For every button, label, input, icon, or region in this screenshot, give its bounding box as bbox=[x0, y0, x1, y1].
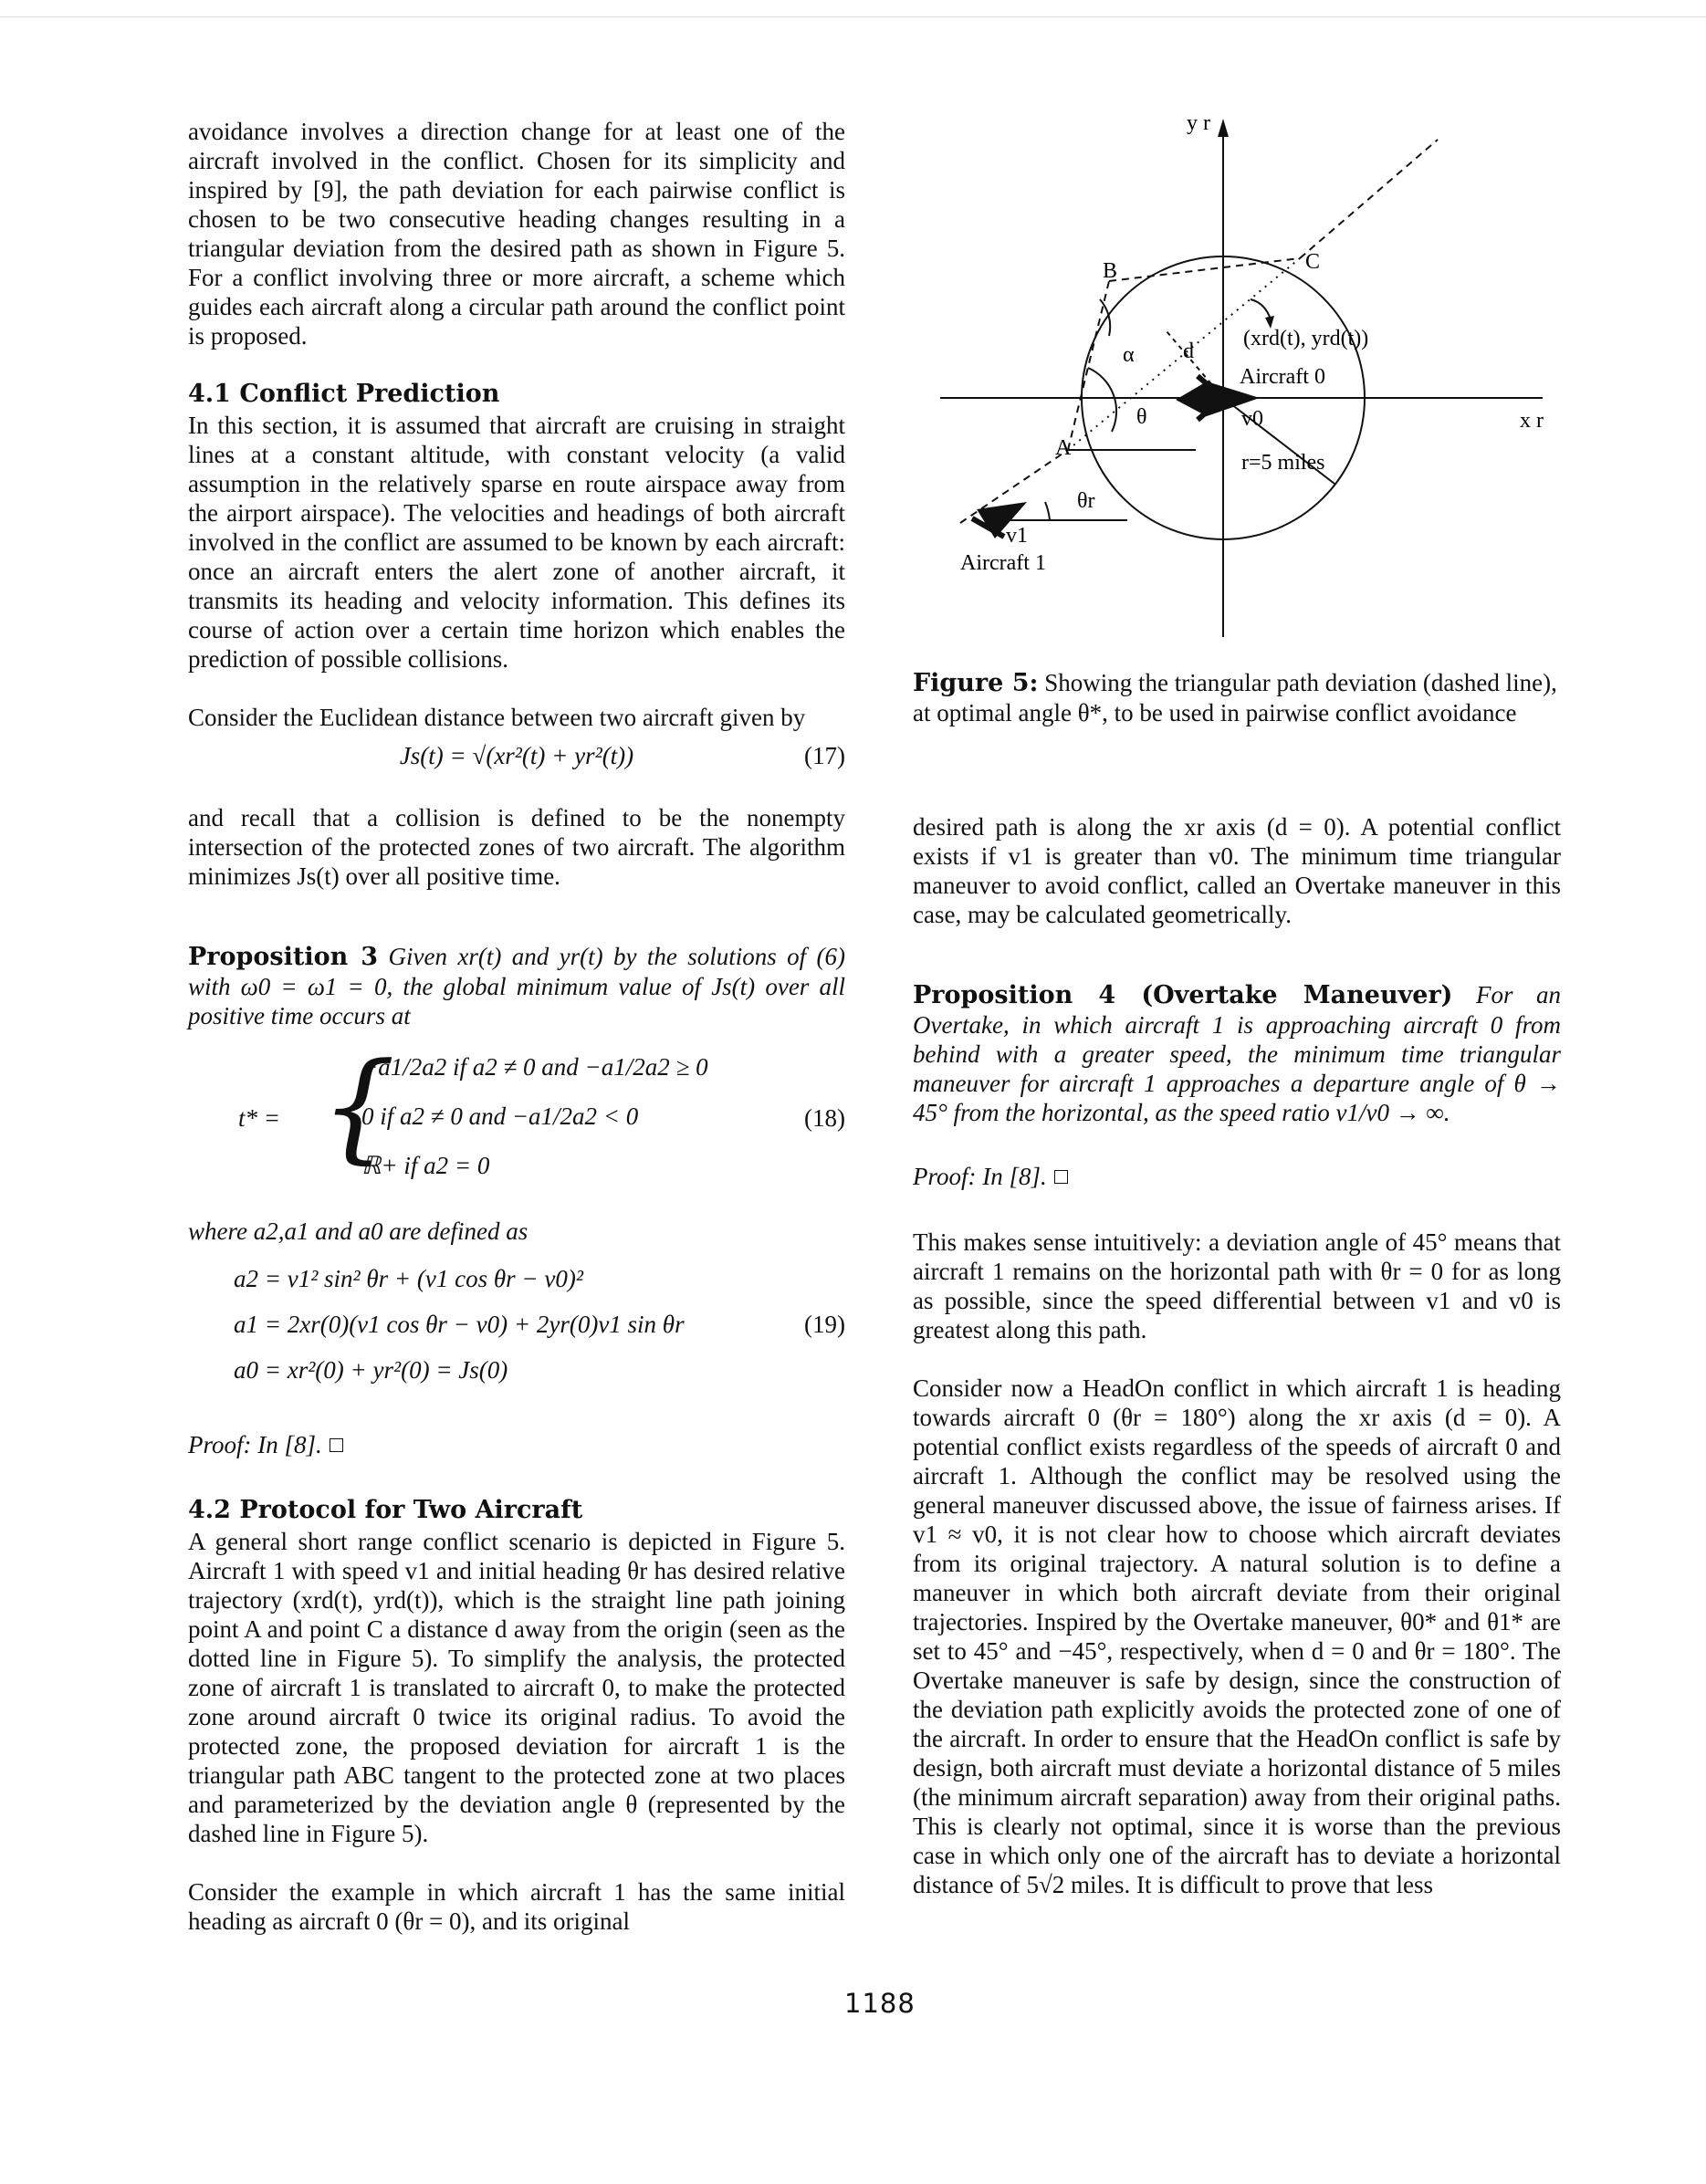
intro-paragraph: avoidance involves a direction change for at least one of the aircraft involved in the conflict. Chosen for its simplicity and inspired by [9], the path deviation for each pairwise conflict is chosen to be two consecutive heading changes resulting in a triangular deviation from the desired path as shown in Figure 5. For a conflict involving three or more aircraft, a scheme which guides each aircraft along a circular path around the conflict point is proposed. bbox=[188, 118, 845, 350]
proof-3 bbox=[188, 1430, 845, 1459]
label-aircraft-0: Aircraft 0 bbox=[1240, 365, 1325, 389]
y-axis-arrow-icon bbox=[1218, 119, 1229, 137]
equation-19 bbox=[188, 1259, 845, 1405]
proposition-3 bbox=[188, 942, 845, 1030]
proof-3-text: Proof: In [8]. bbox=[188, 1431, 322, 1458]
top-rule bbox=[0, 16, 1706, 17]
equation-18-case-1: −a1/2a2 if a2 ≠ 0 and −a1/2a2 ≥ 0 bbox=[361, 1053, 708, 1081]
definition-a2: a2 = v1² sin² θr + (v1 cos θr − v0)² bbox=[234, 1265, 583, 1292]
label-radius: r=5 miles bbox=[1241, 451, 1325, 475]
path-segment-ab bbox=[1068, 281, 1109, 450]
qed-icon-2 bbox=[1054, 1170, 1068, 1184]
right-column bbox=[913, 812, 1561, 1928]
left-column bbox=[188, 117, 845, 1965]
path-departure bbox=[1300, 140, 1438, 258]
label-trajectory: (xrd(t), yrd(t)) bbox=[1243, 327, 1369, 350]
path-segment-bc bbox=[1109, 258, 1300, 281]
equation-18-lhs: t* = bbox=[238, 1104, 280, 1132]
section-4-2-paragraph: A general short range conflict scenario is depicted in Figure 5. Aircraft 1 with speed v1 and initial heading θr has desired relative trajectory (xrd(t), yrd(t)), which is the straight line path joining point A and point C a distance d away from the origin (seen as the dotted line in Figure 5). To simplify the analysis, the protected zone of aircraft 1 is translated to aircraft 0, to make the protected zone around aircraft 0 twice its original radius. To avoid the protected zone, the proposed deviation for aircraft 1 is the triangular path ABC tangent to the protected zone at two places and parameterized by the deviation angle θ (represented by the dashed line in Figure 5). bbox=[188, 1528, 845, 1847]
equation-18-case-3: ℝ+ if a2 = 0 bbox=[361, 1152, 490, 1179]
proposition-4 bbox=[913, 980, 1561, 1127]
theta-r-arc bbox=[1045, 502, 1050, 520]
label-theta: θ bbox=[1136, 405, 1147, 429]
equation-17 bbox=[188, 741, 845, 789]
proof-4-text: Proof: In [8]. bbox=[913, 1163, 1047, 1190]
distance-intro-paragraph: Consider the Euclidean distance between two aircraft given by bbox=[188, 704, 806, 731]
equation-17-number: (17) bbox=[804, 742, 845, 769]
label-point-c: C bbox=[1305, 250, 1321, 274]
label-point-b: B bbox=[1103, 259, 1118, 283]
definition-a1: a1 = 2xr(0)(v1 cos θr − v0) + 2yr(0)v1 sin θr bbox=[234, 1311, 685, 1338]
label-theta-r: θr bbox=[1077, 489, 1095, 513]
equation-18-case-2: 0 if a2 ≠ 0 and −a1/2a2 < 0 bbox=[361, 1102, 639, 1130]
equation-17-body: Js(t) = √(xr²(t) + yr²(t)) bbox=[399, 742, 634, 769]
alpha-arc bbox=[1100, 299, 1110, 336]
label-y-axis: y r bbox=[1187, 111, 1210, 135]
proposition-3-title: Proposition 3 bbox=[188, 943, 379, 971]
where-text: where a2,a1 and a0 are defined as bbox=[188, 1217, 529, 1245]
equation-18-brace: { bbox=[320, 1037, 396, 1176]
caption-label: Figure 5: bbox=[913, 669, 1039, 697]
example-paragraph: Consider the example in which aircraft 1 has the same initial heading as aircraft 0 (θr = 0), and its original bbox=[188, 1878, 845, 1935]
label-aircraft-1: Aircraft 1 bbox=[960, 551, 1046, 575]
section-4-1-paragraph: In this section, it is assumed that aircraft are cruising in straight lines at a constant altitude, with constant velocity (a valid assumption in the relatively sparse en route airspace away from the airport airspace). The velocities and headings of both aircraft involved in the conflict are assumed to be known by each aircraft: once an aircraft enters the alert zone of another aircraft, it transmits its heading and velocity information. This defines its course of action over a certain time horizon which enables the prediction of possible collisions. bbox=[188, 412, 845, 673]
section-heading-4-1: 4.1 Conflict Prediction bbox=[188, 380, 500, 408]
equation-18-number: (18) bbox=[804, 1104, 845, 1132]
label-v0: v0 bbox=[1241, 407, 1263, 431]
headon-paragraph: Consider now a HeadOn conflict in which aircraft 1 is heading towards aircraft 0 (θr = 180°) along the xr axis (d = 0). A potential conflict exists regardless of the speeds of aircraft 0 and aircraft 1. Although the conflict may be resolved using the general maneuver discussed above, the issue of fairness arises. If v1 ≈ v0, it is not clear how to choose which aircraft deviates from its original trajectory. A natural solution is to define a maneuver in which both aircraft deviate from their original trajectories. Inspired by the Overtake maneuver, θ0* and θ1* are set to 45° and −45°, respectively, when d = 0 and θr = 180°. The Overtake maneuver is safe by design, since the construction of the deviation path explicitly avoids the protected zone of one of the aircraft. In order to ensure that the HeadOn conflict is safe by design, both aircraft must deviate a horizontal distance of 5 miles (the minimum aircraft separation) away from their original paths. This is clearly not optimal, since it is worse than the previous case in which only one of the aircraft has to deviate a horizontal distance of 5√2 miles. It is difficult to prove that less bbox=[913, 1374, 1561, 1898]
figure-5-caption bbox=[913, 668, 1561, 727]
label-point-a: A bbox=[1055, 436, 1072, 460]
section-heading-4-2: 4.2 Protocol for Two Aircraft bbox=[188, 1496, 583, 1524]
trajectory-pointer bbox=[1251, 299, 1271, 319]
proposition-4-title: Proposition 4 (Overtake Maneuver) bbox=[913, 981, 1453, 1009]
definition-a0: a0 = xr²(0) + yr²(0) = Js(0) bbox=[234, 1356, 508, 1384]
label-alpha: α bbox=[1123, 343, 1135, 367]
intuition-paragraph: This makes sense intuitively: a deviation angle of 45° means that aircraft 1 remains on the horizontal path with θr = 0 for as long as possible, since the speed differential between v1 and v0 is greatest along this path. bbox=[913, 1228, 1561, 1343]
proposition-3-body: Given xr(t) and yr(t) by the solutions of (6) with ω0 = ω1 = 0, the global minimum value of Js(t) over all positive time occurs at bbox=[188, 943, 846, 1029]
proposition-4-body: For an Overtake, in which aircraft 1 is approaching aircraft 0 from behind with a greater speed, the minimum time triangular maneuver for aircraft 1 approaches a departure angle of θ → 45° from the horizontal, as the speed ratio v1/v0 → ∞. bbox=[913, 981, 1561, 1126]
figure-5-diagram bbox=[940, 108, 1579, 646]
desired-path-paragraph: desired path is along the xr axis (d = 0). A potential conflict exists if v1 is greater than v0. The minimum time triangular maneuver to avoid conflict, called an Overtake maneuver in this case, may be calculated geometrically. bbox=[913, 813, 1561, 928]
caption-text: Showing the triangular path deviation (dashed line), at optimal angle θ*, to be used in pairwise conflict avoidance bbox=[913, 669, 1557, 726]
qed-icon bbox=[330, 1438, 343, 1452]
recall-paragraph: and recall that a collision is defined to be the nonempty intersection of the protected zones of two aircraft. The algorithm minimizes Js(t) over all positive time. bbox=[188, 804, 845, 890]
label-d: d bbox=[1183, 340, 1194, 363]
equation-19-number: (19) bbox=[804, 1311, 845, 1338]
proof-4 bbox=[913, 1162, 1561, 1191]
equation-18 bbox=[188, 1037, 845, 1196]
label-x-axis: x r bbox=[1520, 409, 1544, 433]
label-v1: v1 bbox=[1006, 524, 1028, 548]
page-number: 1188 bbox=[844, 1988, 916, 2019]
